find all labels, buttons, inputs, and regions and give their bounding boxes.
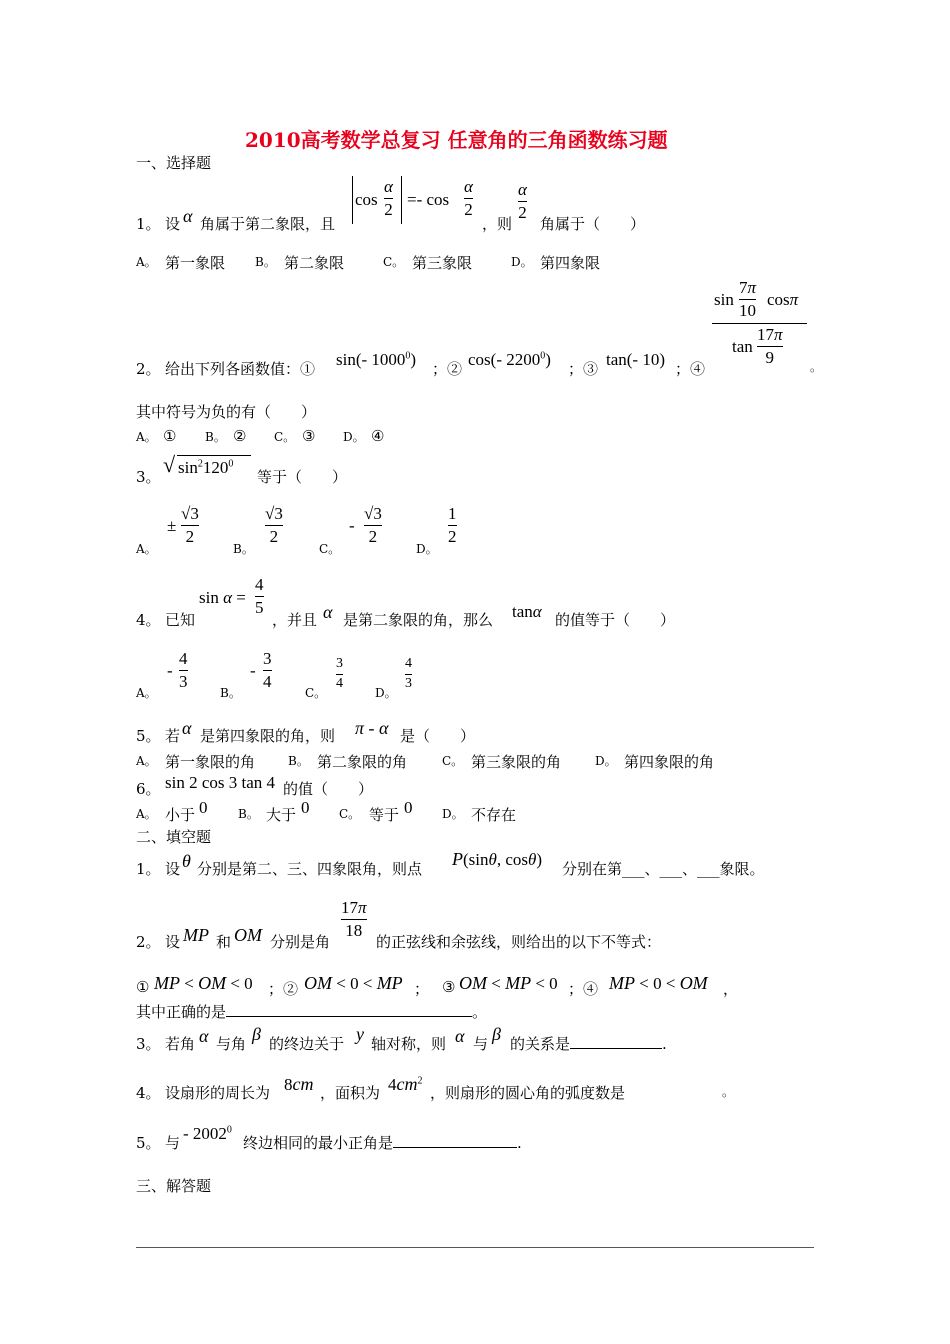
f2-text-4: 的正弦线和余弦线，则给出的以下不等式： [376,933,662,951]
f2-ineq-3-mark: ③ [442,978,456,996]
q6-opt-b: 大于 [266,806,297,824]
q2-value-2-text: cos(- 2200 [468,350,541,369]
q2-number: 2。 [136,360,161,378]
seven-pi-over-10: 7π 10 [739,278,757,320]
q5-opt-a-label: A。 [136,754,157,768]
q3-sin-text: sin [178,458,198,477]
zero: 0 [199,798,208,817]
alpha-symbol: α [323,602,333,622]
alpha-symbol: α [455,1026,465,1046]
q3-opt-a-label: A。 [136,542,157,556]
q2-opt-b-label: B。 [205,430,226,444]
q1-equals: =- cos [407,190,450,209]
y-axis-symbol: y [356,1024,364,1044]
q6-opt-a-label: A。 [136,807,157,821]
q4-opt-c-value: 3 4 [336,656,343,691]
f1-text-3: 分别在第___、___、___象限。 [562,860,765,878]
f2-ineq-4: MP < 0 < OM [609,973,708,993]
q3-opt-d-value: 1 2 [448,504,457,546]
f4-perimeter: 8cm [284,1074,314,1094]
f4-text-2: ，面积为 [320,1084,381,1102]
f4-end: 。 [722,1085,735,1099]
f5-text-1: 与 [165,1134,181,1152]
q6-opt-c: 等于 [369,806,400,824]
q5-opt-d-label: D。 [595,754,617,768]
q2-main-fraction-bar [712,323,807,324]
q4-given: sin α = [199,588,246,607]
q4-opt-d-value: 4 3 [405,656,412,691]
q5-opt-c-label: C。 [442,754,464,768]
q3-text: 等于（ ） [257,468,348,486]
q6-number: 6。 [136,780,161,798]
q1-number: 1。 [136,215,161,233]
q4-number: 4。 [136,611,161,629]
q5-opt-a: 第一象限的角 [165,753,256,771]
q2-text-1: 给出下列各函数值：① [165,360,316,378]
f3-answer-blank[interactable] [570,1048,662,1049]
abs-bar-right [401,176,402,224]
f5-answer-line: 终边相同的最小正角是 . [243,1134,522,1152]
f5-answer-label: 终边相同的最小正角是 [243,1134,394,1152]
q3-opt-b-label: B。 [233,542,254,556]
q4-tan-alpha: tanα [512,602,542,621]
f2-mp: MP [183,925,209,945]
q6-opt-d: 不存在 [471,806,517,824]
q1-opt-a: 第一象限 [165,254,226,272]
q2-opt-d-label: D。 [343,430,365,444]
alpha-over-2: α 2 [384,177,393,219]
q4-text-3: 是第二象限的角，那么 [343,611,494,629]
section-fill: 二、填空题 [136,828,212,846]
f2-ineq-3-sep: ； [414,980,430,998]
q2-frac-denominator-tan: tan [732,337,753,356]
q4-text-2: ，并且 [272,611,318,629]
q2-text-3: ；③ [568,360,599,378]
q6-opt-a: 小于 [165,806,196,824]
q1-opt-c: 第三象限 [412,254,473,272]
plus-minus: ± [167,516,177,535]
f1-number: 1。 [136,860,161,878]
q6-text: 的值（ ） [283,780,374,798]
minus-sign: - [167,661,173,680]
four-fifths: 4 5 [255,575,264,617]
q3-number: 3。 [136,468,161,486]
q6-opt-d-label: D。 [442,807,464,821]
q1-opt-c-label: C。 [383,255,405,269]
q3-opt-c-label: C。 [319,542,341,556]
zero: 0 [404,798,413,817]
q1-text-2: 角属于第二象限，且 [200,215,336,233]
q3-opt-a-value: √3 2 [181,504,199,546]
q2-opt-d: ④ [371,427,385,445]
q1-text-1: 设 [165,215,181,233]
q4-opt-c-label: C。 [305,686,327,700]
minus-sign: - [250,661,256,680]
f3-text-1: 若角 [165,1035,196,1053]
q1-opt-d: 第四象限 [540,254,601,272]
section-choice: 一、选择题 [136,154,212,172]
q5-number: 5。 [136,727,161,745]
q4-text-4: 的值等于（ ） [555,611,676,629]
q1-text-3: ，则 [482,215,513,233]
q2-opt-b: ② [233,427,247,445]
q6-opt-c-label: C。 [339,807,361,821]
f4-text-1: 设扇形的周长为 [165,1084,271,1102]
q1-opt-d-label: D。 [511,255,533,269]
q5-text-3: 是（ ） [400,727,476,745]
f2-text-1: 设 [165,933,181,951]
q2-opt-a: ① [163,427,177,445]
q5-text-2: 是第四象限的角，则 [200,727,336,745]
f1-text-2: 分别是第二、三、四象限角，则点 [197,860,423,878]
q4-opt-b-value: 3 4 [263,649,272,691]
q2-frac-numerator-cos: cosπ [767,290,799,309]
q5-text-1: 若 [165,727,181,745]
sqrt-sign: √ [163,452,176,477]
beta-symbol: β [252,1024,261,1044]
f2-ineq-2-mark: ；② [268,980,299,998]
f2-ineq-2: OM < 0 < MP [304,973,403,993]
q4-opt-b-label: B。 [220,686,241,700]
alpha-over-2-rhs: α 2 [464,177,473,219]
q4-opt-a-label: A。 [136,686,157,700]
page-title: 2010高考数学总复习 任意角的三角函数练习题 [245,128,668,152]
q4-opt-d-label: D。 [375,686,397,700]
q2-opt-c: ③ [302,427,316,445]
q2-value-1-text: sin(- 1000 [336,350,406,369]
f2-text-2: 和 [216,933,232,951]
f5-number: 5。 [136,1134,161,1152]
q5-opt-c: 第三象限的角 [471,753,562,771]
f2-om: OM [234,925,262,945]
q4-opt-a-value: 4 3 [179,649,188,691]
alpha-symbol: α [182,718,192,738]
q1-opt-a-label: A。 [136,255,157,269]
minus-sign: - [349,516,355,535]
q2-end: 。 [810,360,823,374]
f4-text-3: ，则扇形的圆心角的弧度数是 [430,1084,626,1102]
f2-ineq-end: ， [723,980,739,998]
f3-text-5: 与 [473,1035,489,1053]
alpha-symbol: α [183,206,193,226]
seventeen-pi-over-9: 17π 9 [757,325,783,367]
q6-expression: sin 2 cos 3 tan 4 [165,773,276,792]
q1-opt-b: 第二象限 [284,254,345,272]
seventeen-pi-over-18: 17π 18 [341,898,367,940]
f3-number: 3。 [136,1035,161,1053]
f1-point: P(sinθ, cosθ) [452,849,543,869]
f1-text-1: 设 [165,860,181,878]
f2-ineq-1: MP < OM < 0 [154,973,253,993]
q5-pi-minus-alpha: π - α [355,718,389,738]
q2-value-2: cos(- 2200$^0$) [468,350,551,369]
q3-opt-d-label: D。 [416,542,438,556]
q2-text-2: ；② [432,360,463,378]
f5-answer-blank[interactable] [393,1147,517,1148]
q2-value-1: sin(- 1000$^0$) [336,350,417,369]
q1-opt-b-label: B。 [255,255,276,269]
f2-ineq-1-mark: ① [136,978,150,996]
q6-opt-b-label: B。 [238,807,259,821]
q1-text-4: 角属于（ ） [540,215,646,233]
q3-opt-b-value: √3 2 [265,504,283,546]
footer-divider [136,1247,814,1248]
f2-ineq-3: OM < MP < 0 [459,973,558,993]
q2-frac-numerator-sin: sin [714,290,734,309]
f4-area: $4cm^2$ [388,1074,423,1094]
f2-line-3: 其中正确的是 。 [136,1003,488,1021]
f2-number: 2。 [136,933,161,951]
zero: 0 [301,798,310,817]
q3-radicand: $\sin^2120^0$ [178,458,234,477]
f3-text-3: 的终边关于 [269,1035,345,1053]
half-alpha: α 2 [518,180,527,222]
f2-ineq-4-mark: ；④ [568,980,599,998]
f3-answer-label: 的关系是 [510,1035,571,1053]
q5-opt-b: 第二象限的角 [317,753,408,771]
f3-answer-line: 的关系是 . [510,1035,667,1053]
q5-opt-d: 第四象限的角 [624,753,715,771]
f4-number: 4。 [136,1084,161,1102]
q2-line-2: 其中符号为负的有（ ） [136,403,317,421]
f3-text-4: 轴对称，则 [371,1035,447,1053]
q3-opt-c-value: √3 2 [364,504,382,546]
sqrt-overline [177,455,251,456]
f2-answer-label: 其中正确的是 [136,1003,227,1021]
q1-cos: cos [355,190,378,209]
f2-text-3: 分别是角 [270,933,331,951]
q2-text-4: ；④ [675,360,706,378]
f5-angle: - 2002$^0$ [183,1124,232,1143]
f2-answer-blank[interactable] [226,1016,472,1017]
f3-text-2: 与角 [216,1035,247,1053]
q5-opt-b-label: B。 [288,754,309,768]
theta-symbol: θ [182,851,191,871]
abs-bar-left [352,176,353,224]
q2-value-3: tan(- 10) [606,350,666,369]
q2-opt-a-label: A。 [136,430,157,444]
q4-text-1: 已知 [165,611,196,629]
alpha-symbol: α [199,1026,209,1046]
section-solve: 三、解答题 [136,1177,212,1195]
q2-opt-c-label: C。 [274,430,296,444]
beta-symbol: β [492,1024,501,1044]
